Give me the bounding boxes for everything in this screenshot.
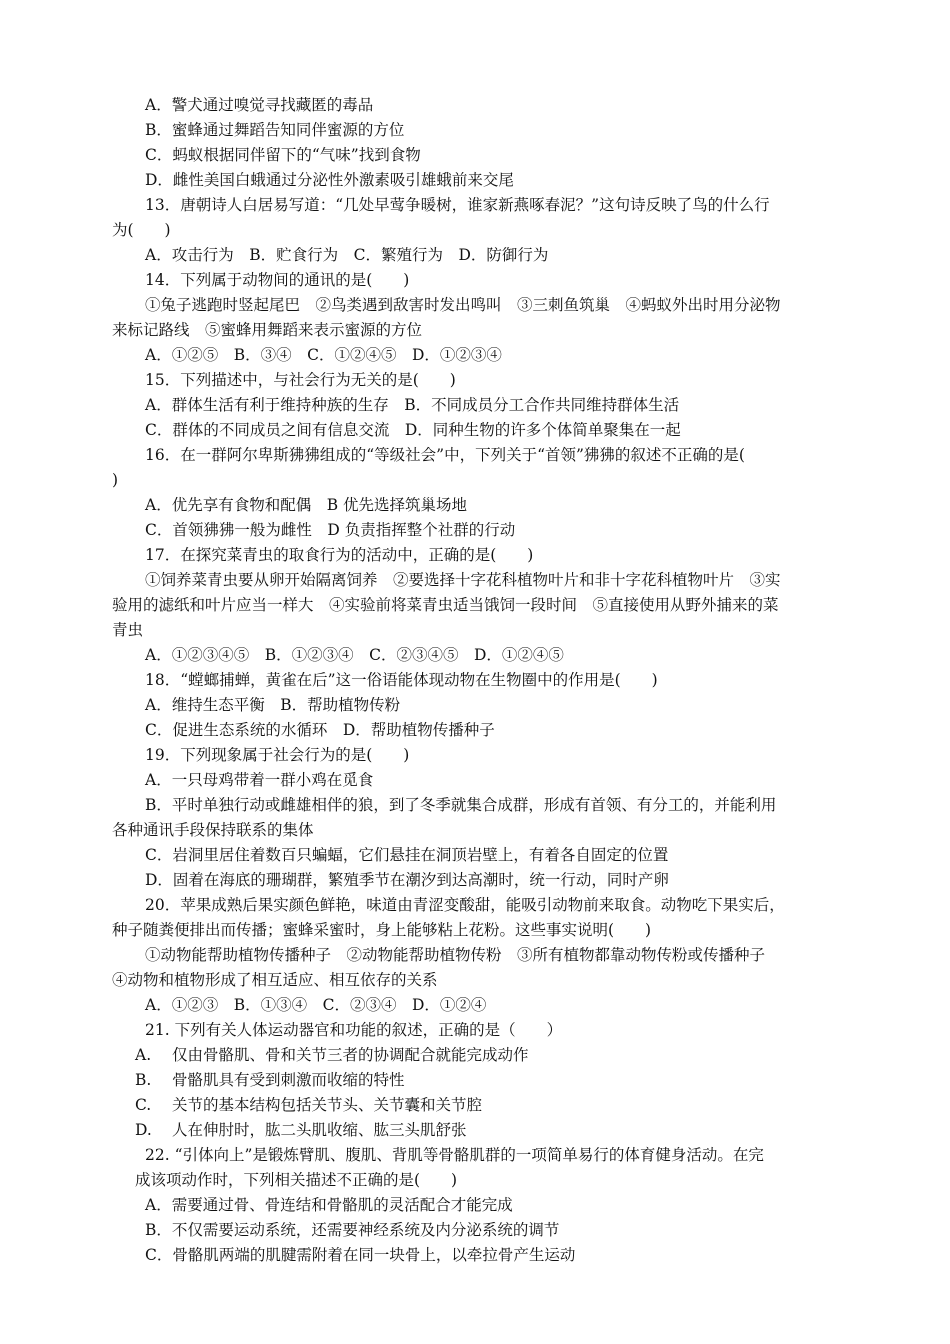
option-line: C．首领狒狒一般为雌性 D 负责指挥整个社群的行动 [145, 521, 516, 539]
option-line: 各种通讯手段保持联系的集体 [112, 821, 314, 839]
option-line: A．攻击行为 B．贮食行为 C．繁殖行为 D．防御行为 [145, 246, 549, 264]
option-line: A．群体生活有利于维持种族的生存 B．不同成员分工合作共同维持群体生活 [145, 396, 680, 414]
option-letter: C. [135, 1096, 152, 1114]
question-text: ) [112, 471, 119, 489]
option-letter: A. [135, 1046, 152, 1064]
option-line: 骨骼肌具有受到刺激而收缩的特性 [172, 1071, 405, 1089]
option-line: D．雌性美国白蛾通过分泌性外激素吸引雄蛾前来交尾 [145, 171, 514, 189]
question-15: 15．下列描述中，与社会行为无关的是( ) [145, 371, 456, 389]
option-line: A．①②③④⑤ B．①②③④ C．②③④⑤ D．①②④⑤ [145, 646, 564, 664]
question-text: ①饲养菜青虫要从卵开始隔离饲养 ②要选择十字花科植物叶片和非十字花科植物叶片 ③实 [145, 571, 781, 589]
option-line: C．骨骼肌两端的肌腱需附着在同一块骨上，以牵拉骨产生运动 [145, 1246, 576, 1264]
question-17: 17．在探究菜青虫的取食行为的活动中，正确的是( ) [145, 546, 534, 564]
question-text: 验用的滤纸和叶片应当一样大 ④实验前将菜青虫适当饿饲一段时间 ⑤直接使用从野外捕来的菜 [112, 596, 779, 614]
question-19: 19．下列现象属于社会行为的是( ) [145, 746, 410, 764]
option-line: A．维持生态平衡 B．帮助植物传粉 [145, 696, 401, 714]
question-22: 22. “引体向上”是锻炼臂肌、腹肌、背肌等骨骼肌群的一项简单易行的体育健身活动。在完 [145, 1146, 764, 1164]
option-letter: B. [135, 1071, 152, 1089]
question-20: 20．苹果成熟后果实颜色鲜艳，味道由青涩变酸甜，能吸引动物前来取食。动物吃下果实后， [145, 896, 785, 914]
question-text: 为( ) [112, 221, 171, 239]
question-text: ①兔子逃跑时竖起尾巴 ②鸟类遇到敌害时发出鸣叫 ③三刺鱼筑巢 ④蚂蚁外出时用分泌物 [145, 296, 781, 314]
option-line: A．警犬通过嗅觉寻找藏匿的毒品 [145, 96, 374, 114]
option-line: A．一只母鸡带着一群小鸡在觅食 [145, 771, 374, 789]
option-line: A．需要通过骨、骨连结和骨骼肌的灵活配合才能完成 [145, 1196, 513, 1214]
question-text: ④动物和植物形成了相互适应、相互依存的关系 [112, 971, 438, 989]
question-16: 16．在一群阿尔卑斯狒狒组成的“等级社会”中，下列关于“首领”狒狒的叙述不正确的是( [145, 446, 745, 464]
option-line: A．优先享有食物和配偶 B 优先选择筑巢场地 [145, 496, 468, 514]
question-text: ①动物能帮助植物传播种子 ②动物能帮助植物传粉 ③所有植物都靠动物传粉或传播种子 [145, 946, 766, 964]
question-text: 青虫 [112, 621, 144, 639]
question-18: 18．“螳螂捕蝉，黄雀在后”这一俗语能体现动物在生物圈中的作用是( ) [145, 671, 658, 689]
option-line: A．①②⑤ B．③④ C．①②④⑤ D．①②③④ [145, 346, 502, 364]
question-text: 种子随粪便排出而传播；蜜蜂采蜜时，身上能够粘上花粉。这些事实说明( ) [112, 921, 652, 939]
option-line: B．蜜蜂通过舞蹈告知同伴蜜源的方位 [145, 121, 405, 139]
option-line: C．蚂蚁根据同伴留下的“气味”找到食物 [145, 146, 421, 164]
option-line: 人在伸肘时，肱二头肌收缩、肱三头肌舒张 [172, 1121, 467, 1139]
option-line: 仅由骨骼肌、骨和关节三者的协调配合就能完成动作 [172, 1046, 529, 1064]
question-21: 21. 下列有关人体运动器官和功能的叙述，正确的是（ ） [145, 1021, 563, 1039]
option-line: A．①②③ B．①③④ C．②③④ D．①②④ [145, 996, 487, 1014]
question-13: 13．唐朝诗人白居易写道：“几处早莺争暖树，谁家新燕啄春泥？”这句诗反映了鸟的什么行 [145, 196, 770, 214]
option-line: B．不仅需要运动系统，还需要神经系统及内分泌系统的调节 [145, 1221, 560, 1239]
question-text: 成该项动作时，下列相关描述不正确的是( ) [135, 1171, 458, 1189]
option-line: C．岩洞里居住着数百只蝙蝠，它们悬挂在洞顶岩壁上，有着各自固定的位置 [145, 846, 669, 864]
option-line: D．固着在海底的珊瑚群，繁殖季节在潮汐到达高潮时，统一行动，同时产卵 [145, 871, 669, 889]
question-text: 来标记路线 ⑤蜜蜂用舞蹈来表示蜜源的方位 [112, 321, 423, 339]
option-line: C．群体的不同成员之间有信息交流 D．同种生物的许多个体简单聚集在一起 [145, 421, 681, 439]
question-14: 14．下列属于动物间的通讯的是( ) [145, 271, 410, 289]
option-line: C．促进生态系统的水循环 D．帮助植物传播种子 [145, 721, 495, 739]
option-letter: D. [135, 1121, 152, 1139]
option-line: 关节的基本结构包括关节头、关节囊和关节腔 [172, 1096, 483, 1114]
option-line: B．平时单独行动或雌雄相伴的狼，到了冬季就集合成群，形成有首领、有分工的，并能利用 [145, 796, 777, 814]
